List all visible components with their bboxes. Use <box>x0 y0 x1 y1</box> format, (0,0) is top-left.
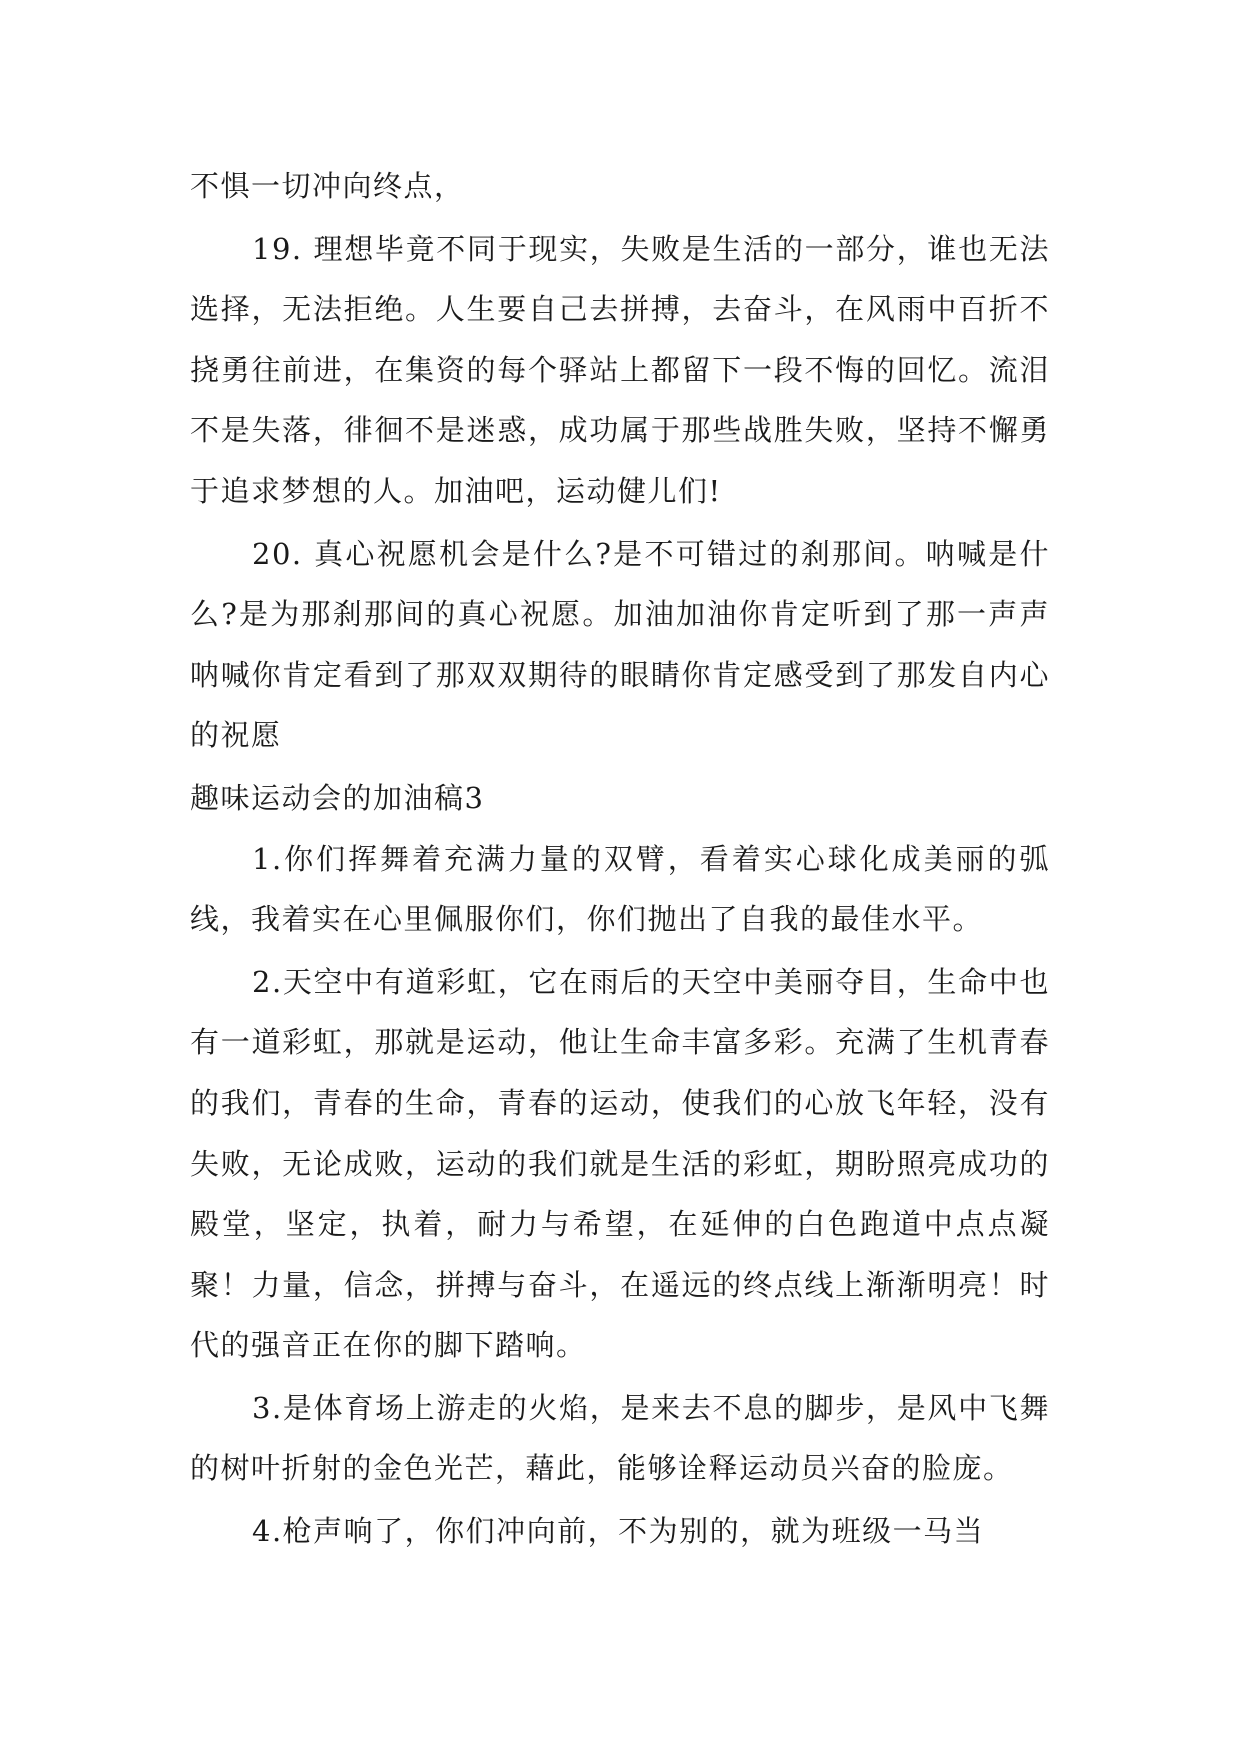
document-body <box>190 156 1050 1564</box>
paragraph-item-20: 20. 真心祝愿机会是什么?是不可错过的刹那间。呐喊是什么?是为那刹那间的真心祝愿。加油加油你肯定听到了那一声声呐喊你肯定看到了那双双期待的眼睛你肯定感受到了那发自内心的祝愿 <box>190 536 1050 753</box>
section-heading: 趣味运动会的加油稿3 <box>190 780 485 815</box>
paragraph-item-2: 2.天空中有道彩虹，它在雨后的天空中美丽夺目，生命中也有一道彩虹，那就是运动，他让生命丰富多彩。充满了生机青春的我们，青春的生命，青春的运动，使我们的心放飞年轻，没有失败，无论成败，运动的我们就是生活的彩虹，期盼照亮成功的殿堂，坚定，执着，耐力与希望，在延伸的白色跑道中点点凝聚！力量，信念，拼搏与奋斗，在遥远的终点线上渐渐明亮！时代的强音正在你的脚下踏响。 <box>190 964 1050 1363</box>
paragraph-item-3: 3.是体育场上游走的火焰，是来去不息的脚步，是风中飞舞的树叶折射的金色光芒，藉此，能够诠释运动员兴奋的脸庞。 <box>190 1390 1050 1486</box>
paragraph-item-1: 1.你们挥舞着充满力量的双臂，看着实心球化成美丽的弧线，我着实在心里佩服你们，你们抛出了自我的最佳水平。 <box>190 841 1050 937</box>
paragraph-item-19: 19. 理想毕竟不同于现实，失败是生活的一部分，谁也无法选择，无法拒绝。人生要自己去拼搏，去奋斗，在风雨中百折不挠勇往前进，在集资的每个驿站上都留下一段不悔的回忆。流泪不是失落，徘徊不是迷惑，成功属于那些战胜失败，坚持不懈勇于追求梦想的人。加油吧，运动健儿们! <box>190 231 1050 508</box>
paragraph-item-4: 4.枪声响了，你们冲向前，不为别的，就为班级一马当 <box>252 1514 985 1549</box>
paragraph-continuation: 不惧一切冲向终点， <box>190 169 465 203</box>
